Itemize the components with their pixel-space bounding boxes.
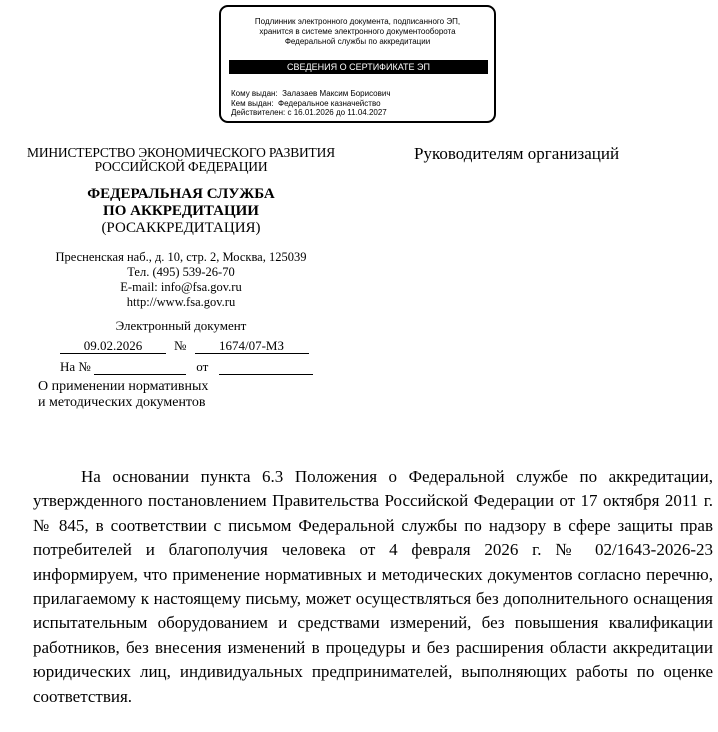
document-number: 1674/07-МЗ (195, 338, 309, 354)
reply-from-blank (219, 359, 313, 375)
letter-body: На основании пункта 6.3 Положения о Федеральной службе по аккредитации, утвержденного постановлением Правительства Российской Федерации от 17 октября 2011 г. № 845, в соответствии с письмом Федеральной службы по надзору в сфере защиты прав потребителей и благополучия человека от 4 февраля 2026 г. № 02/1643-2026-23 информируем, что применение нормативных и методических документов согласно перечню, прилагаемому к настоящему письму, может осуществляться без дополнительного оснащения испытательным оборудованием и средствами измерений, без повышения квалификации работников, без внесения изменений в процедуры и без расширения области аккредитации юридических лиц, индивидуальных предпринимателей, выполняющих работы по оценке соответствия. (33, 467, 713, 706)
issued-by-label: Кем выдан: (231, 98, 274, 108)
issued-by-value: Федеральное казначейство (278, 98, 381, 108)
reply-reference-line (60, 359, 313, 375)
stamp-header-line: Федеральной службы по аккредитации (284, 37, 431, 46)
agency-short-name: (РОСАККРЕДИТАЦИЯ) (101, 220, 261, 236)
addressee: Руководителям организаций (414, 144, 620, 163)
agency-address (22, 250, 340, 310)
phone-line: Тел. (495) 539-26-70 (127, 265, 235, 279)
number-sign: № (174, 338, 187, 353)
reply-from-label: от (196, 359, 209, 374)
stamp-header-line: Подлинник электронного документа, подписанного ЭП, (254, 17, 461, 26)
letter-subject (38, 379, 208, 411)
subject-line: О применении нормативных (38, 379, 209, 394)
electronic-document-label: Электронный документ (115, 318, 247, 333)
issued-to-row (231, 89, 391, 99)
agency-name (22, 186, 340, 237)
ministry-line: МИНИСТЕРСТВО ЭКОНОМИЧЕСКОГО РАЗВИТИЯ (27, 145, 335, 160)
certificate-info (231, 89, 391, 118)
subject-line: и методических документов (38, 395, 206, 410)
ministry-line: РОССИЙСКОЙ ФЕДЕРАЦИИ (94, 159, 268, 174)
stamp-header-line: хранится в системе электронного документооборота (259, 27, 456, 36)
agency-line: ПО АККРЕДИТАЦИИ (103, 203, 259, 219)
document-date: 09.02.2026 (60, 338, 166, 354)
ministry-name (22, 146, 340, 174)
issued-by-row (231, 99, 391, 109)
reply-to-label: На № (60, 359, 91, 374)
reply-to-blank (94, 359, 186, 375)
registration-line (60, 338, 309, 354)
stamp-header (221, 17, 494, 47)
agency-line: ФЕДЕРАЛЬНАЯ СЛУЖБА (87, 186, 275, 202)
certificate-title-bar: СВЕДЕНИЯ О СЕРТИФИКАТЕ ЭП (229, 60, 488, 74)
address-line: Пресненская наб., д. 10, стр. 2, Москва, 125039 (55, 250, 307, 264)
issued-to-label: Кому выдан: (231, 89, 278, 98)
website-line: http://www.fsa.gov.ru (126, 295, 236, 309)
valid-label: Действителен: (231, 108, 286, 117)
email-line: E-mail: info@fsa.gov.ru (120, 280, 242, 294)
valid-row (231, 108, 391, 118)
valid-value: с 16.01.2026 до 11.04.2027 (287, 108, 387, 117)
electronic-signature-stamp (219, 5, 496, 123)
issued-to-value: Залазаев Максим Борисович (282, 89, 391, 98)
